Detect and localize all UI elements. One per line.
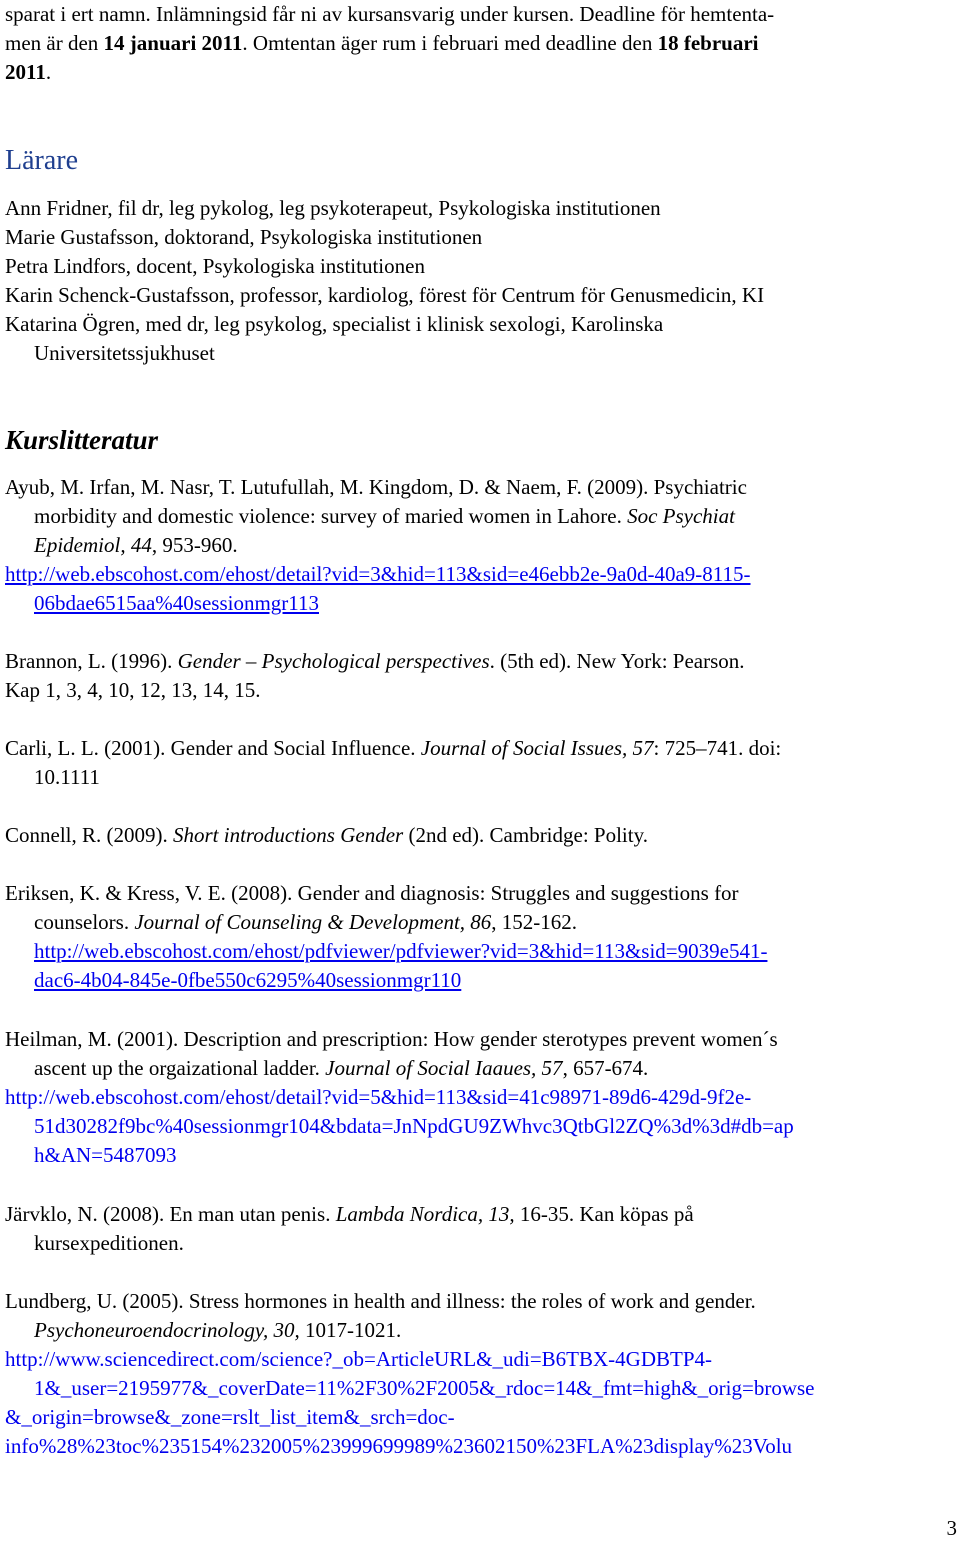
reference-link-line[interactable]: http://web.ebscohost.com/ehost/pdfviewer/pdfviewer?vid=3&hid=113&sid=9039e541- [34, 939, 768, 963]
reference-text: Heilman, M. (2001). Description and prescription: How gender sterotypes prevent women´s [5, 1027, 778, 1051]
reference-line [5, 531, 955, 560]
reference-text: morbidity and domestic violence: survey of maried women in Lahore. [34, 504, 628, 528]
reference-link-line[interactable]: &_origin=browse&_zone=rslt_list_item&_srch=doc- [5, 1405, 455, 1429]
intro-line-1: sparat i ert namn. Inlämningsid får ni av kursansvarig under kursen. Deadline för hemtenta- [5, 2, 775, 26]
teacher-item: Petra Lindfors, docent, Psykologiska institutionen [5, 254, 425, 278]
journal-title: Journal of Social Iaaues, 57 [325, 1056, 563, 1080]
reference-line [5, 647, 955, 676]
teacher-item: Karin Schenck-Gustafsson, professor, kardiolog, förest för Centrum för Genusmedicin, KI [5, 283, 765, 307]
deadline-date: 14 januari 2011 [103, 31, 243, 55]
intro-text: . [45, 60, 52, 84]
reference-line [5, 734, 955, 763]
reference-link[interactable] [5, 589, 955, 618]
intro-line-3 [5, 58, 955, 87]
reference-text: . (5th ed). New York: Pearson. [489, 649, 745, 673]
reference-text: (2nd ed). Cambridge: Polity. [403, 823, 648, 847]
reference-link-line[interactable]: dac6-4b04-845e-0fbe550c6295%40sessionmgr110 [34, 968, 462, 992]
reference-text: 16-35. Kan köpas på [514, 1202, 694, 1226]
reference-line [5, 1200, 955, 1229]
book-title: Gender – Psychological perspectives [177, 649, 490, 673]
reference-text: Carli, L. L. (2001). Gender and Social Influence. [5, 736, 421, 760]
reference-line [5, 502, 955, 531]
reference-link[interactable] [5, 966, 955, 995]
reference-link-line[interactable]: 51d30282f9bc%40sessionmgr104&bdata=JnNpdGU9ZWhvc3QtbGl2ZQ%3d%3d#db=ap [34, 1114, 794, 1138]
retake-year: 2011 [5, 60, 46, 84]
intro-line-2 [5, 29, 955, 58]
literature-heading: Kurslitteratur [5, 425, 159, 455]
reference-brannon [5, 647, 955, 705]
reference-text: Brannon, L. (1996). [5, 649, 178, 673]
reference-link-line[interactable]: h&AN=5487093 [34, 1143, 177, 1167]
intro-paragraph [5, 0, 955, 87]
reference-connell [5, 821, 955, 850]
teacher-item: Ann Fridner, fil dr, leg pykolog, leg psykoterapeut, Psykologiska institutionen [5, 196, 661, 220]
reference-link[interactable] [5, 1141, 955, 1170]
reference-link[interactable] [5, 1083, 955, 1112]
journal-title: Journal of Counseling & Development, 86 [134, 910, 492, 934]
reference-link[interactable] [5, 1345, 955, 1374]
reference-lundberg [5, 1287, 955, 1461]
reference-eriksen [5, 879, 955, 995]
reference-line [5, 1316, 955, 1345]
reference-link-line[interactable]: 1&_user=2195977&_coverDate=11%2F30%2F2005&_rdoc=14&_fmt=high&_orig=browse [34, 1376, 815, 1400]
reference-text: , 953-960. [151, 533, 238, 557]
journal-title: Journal of Social Issues, 57 [420, 736, 654, 760]
teacher-item: Marie Gustafsson, doktorand, Psykologiska institutionen [5, 225, 483, 249]
reference-link[interactable] [5, 1112, 955, 1141]
reference-text: ascent up the orgaizational ladder. [34, 1056, 326, 1080]
reference-text: Ayub, M. Irfan, M. Nasr, T. Lutufullah, M. Kingdom, D. & Naem, F. (2009). Psychiatric [5, 475, 747, 499]
reference-line [5, 1054, 955, 1083]
teachers-list [5, 194, 955, 368]
reference-text: : 725–741. doi: [653, 736, 782, 760]
reference-text: 1017-1021. [299, 1318, 402, 1342]
journal-volume: Epidemiol, 44 [34, 533, 152, 557]
reference-link-line[interactable]: http://www.sciencedirect.com/science?_ob=ArticleURL&_udi=B6TBX-4GDBTP4- [5, 1347, 712, 1371]
reference-text: Kap 1, 3, 4, 10, 12, 13, 14, 15. [5, 678, 261, 702]
teacher-item: Katarina Ögren, med dr, leg psykolog, specialist i klinisk sexologi, Karolinska [5, 312, 664, 336]
reference-jarvklo [5, 1200, 955, 1258]
reference-link-line[interactable]: info%28%23toc%235154%232005%23999699989%23602150%23FLA%23display%23Volu [5, 1434, 793, 1458]
reference-text: Lundberg, U. (2005). Stress hormones in health and illness: the roles of work and gender. [5, 1289, 756, 1313]
reference-link-line[interactable]: 06bdae6515aa%40sessionmgr113 [34, 591, 319, 615]
reference-text: , 152-162. [491, 910, 578, 934]
reference-link[interactable] [5, 937, 955, 966]
reference-carli [5, 734, 955, 792]
journal-title: Soc Psychiat [627, 504, 735, 528]
reference-text: kursexpeditionen. [34, 1231, 184, 1255]
intro-text: . Omtentan äger rum i februari med deadline den [242, 31, 658, 55]
reference-line [5, 821, 955, 850]
reference-text: 10.1111 [34, 765, 100, 789]
journal-title: Lambda Nordica, 13, [335, 1202, 515, 1226]
reference-text: Connell, R. (2009). [5, 823, 173, 847]
reference-text: counselors. [34, 910, 135, 934]
retake-date: 18 februari [657, 31, 759, 55]
reference-link-line[interactable]: http://web.ebscohost.com/ehost/detail?vid=5&hid=113&sid=41c98971-89d6-429d-9f2e- [5, 1085, 752, 1109]
reference-link[interactable] [5, 1374, 955, 1403]
reference-link[interactable] [5, 560, 955, 589]
page-number: 3 [946, 1516, 957, 1540]
intro-text: men är den [5, 31, 104, 55]
reference-text: Järvklo, N. (2008). En man utan penis. [5, 1202, 336, 1226]
reference-text: Eriksen, K. & Kress, V. E. (2008). Gender and diagnosis: Struggles and suggestions for [5, 881, 739, 905]
reference-link[interactable] [5, 1432, 955, 1461]
reference-link-line[interactable]: http://web.ebscohost.com/ehost/detail?vid=3&hid=113&sid=e46ebb2e-9a0d-40a9-8115- [5, 562, 751, 586]
teacher-item-continued: Universitetssjukhuset [34, 341, 215, 365]
journal-title: Psychoneuroendocrinology, 30, [34, 1318, 300, 1342]
reference-text: , 657-674. [562, 1056, 649, 1080]
reference-line [5, 908, 955, 937]
book-title: Short introductions Gender [173, 823, 404, 847]
teachers-heading: Lärare [5, 145, 79, 176]
reference-ayub [5, 473, 955, 618]
reference-link[interactable] [5, 1403, 955, 1432]
reference-heilman [5, 1025, 955, 1170]
